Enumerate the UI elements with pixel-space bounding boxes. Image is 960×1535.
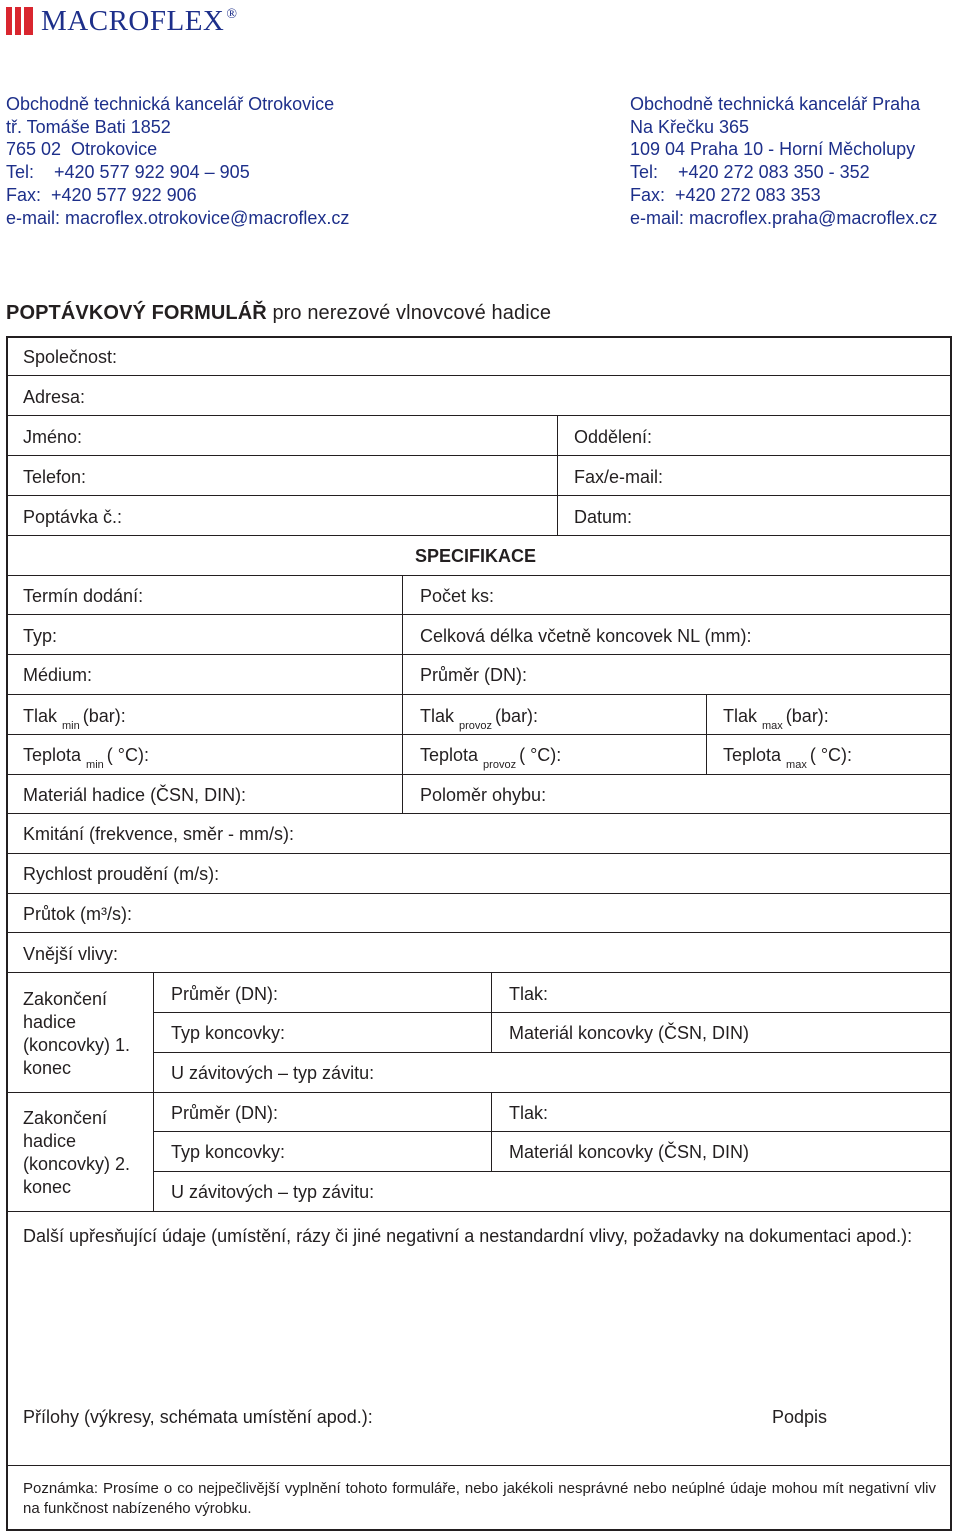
row-divider [6,853,952,854]
office-line: 109 04 Praha 10 - Horní Měcholupy [630,139,916,160]
field-label-temp-min: Teplota $_{min}$ ( °C): [23,745,149,771]
field-label-additional-info: Další upřesňující údaje (umístění, rázy či jiné negativní a nestandardní vlivy, požadavky na dokumentaci apod.): [23,1226,913,1246]
field-label-end2-fitting-material: Materiál koncovky (ČSN, DIN) [509,1142,750,1162]
office-line: Tel: +420 272 083 350 - 352 [630,162,870,183]
col-divider [491,1092,492,1172]
office-line: Tel: +420 577 922 904 – 905 [6,162,250,183]
section-header-specification: SPECIFIKACE [415,546,537,566]
field-label-date: Datum: [574,507,633,527]
row-divider [6,495,952,496]
row-divider [6,455,952,456]
field-label-external: Vnější vlivy: [23,944,119,964]
form-title [6,302,551,325]
form-frame [6,336,952,1531]
field-label-signature: Podpis [772,1407,828,1427]
office-line: Obchodně technická kancelář Praha [630,94,921,114]
office-line: 765 02 Otrokovice [6,139,158,160]
office-line: tř. Tomáše Bati 1852 [6,116,171,137]
field-label-medium: Médium: [23,665,93,685]
office-line: Obchodně technická kancelář Otrokovice [6,94,335,114]
logo-mark-icon [6,7,33,35]
row-divider [6,694,952,695]
field-label-end1-thread: U závitových – typ závitu: [171,1063,375,1083]
field-label-end2-pressure: Tlak: [509,1103,549,1123]
row-divider [6,1092,952,1093]
row-divider [6,734,952,735]
row-divider [6,375,952,376]
row-divider [153,1131,952,1132]
office-praha [630,93,937,229]
col-divider [491,972,492,1052]
col-divider [402,575,403,813]
footer-note: Poznámka: Prosíme o co nejpečlivější vyplnění tohoto formuláře, nebo jakékoli nesprávné nebo neúplné údaje mohou mít negativní vliv na funkčnost nabízeného výrobku. [23,1480,936,1517]
field-label-end2-diameter: Průměr (DN): [171,1103,278,1123]
field-label-hose-material: Materiál hadice (ČSN, DIN): [23,785,247,805]
field-label-pressure-min: Tlak $_{min}$ (bar): [23,706,126,732]
field-label-type: Typ: [23,626,58,646]
row-divider [6,813,952,814]
row-divider [6,893,952,894]
field-label-attachments: Přílohy (výkresy, schémata umístění apod.): [23,1407,373,1427]
row-divider [6,1465,952,1466]
form-title-bold: POPTÁVKOVÝ FORMULÁŘ [6,302,267,324]
brand-logo [6,4,238,38]
field-label-end2-thread: U závitových – typ závitu: [171,1182,375,1202]
field-label-delivery: Termín dodání: [23,586,144,606]
office-line: Fax: +420 577 922 906 [6,184,197,205]
field-label-pressure-max: Tlak $_{max}$ (bar): [723,706,829,732]
field-label-inquiry-no: Poptávka č.: [23,507,123,527]
field-label-department: Oddělení: [574,427,653,447]
field-label-vibration: Kmitání (frekvence, směr - mm/s): [23,824,295,844]
row-divider [6,1211,952,1212]
col-divider [706,694,707,774]
field-label-flow-rate: Průtok (m³/s): [23,904,133,924]
field-label-quantity: Počet ks: [420,586,495,606]
row-divider [153,1171,952,1172]
brand-name: MACROFLEX ® [41,4,238,37]
field-label-pressure-operating: Tlak $_{provoz}$ (bar): [420,706,539,732]
row-divider [6,654,952,655]
office-line: Na Křečku 365 [630,116,750,137]
row-divider [6,932,952,933]
office-line: Fax: +420 272 083 353 [630,184,821,205]
office-email: e-mail: macroflex.otrokovice@macroflex.cz [6,207,350,228]
field-label-end1-fitting-material: Materiál koncovky (ČSN, DIN) [509,1023,750,1043]
field-label-fax-email: Fax/e-mail: [574,467,664,487]
row-divider [153,1012,952,1013]
field-label-end2-fitting-type: Typ koncovky: [171,1142,286,1162]
field-label-bend-radius: Poloměr ohybu: [420,785,547,805]
field-label-temp-operating: Teplota $_{provoz}$ ( °C): [420,745,562,771]
field-label-end1-fitting-type: Typ koncovky: [171,1023,286,1043]
row-divider [6,774,952,775]
col-divider [557,415,558,535]
field-label-temp-max: Teplota $_{max}$ ( °C): [723,745,853,771]
office-email: e-mail: macroflex.praha@macroflex.cz [630,207,938,228]
field-label-end1-diameter: Průměr (DN): [171,984,278,1004]
field-label-phone: Telefon: [23,467,87,487]
field-label-end1-pressure: Tlak: [509,984,549,1004]
form-title-rest: pro nerezové vlnovcové hadice [266,302,552,324]
office-otrokovice [6,93,349,229]
field-label-end-1: Zakončení hadice (koncovky) 1. konec [23,989,131,1078]
col-divider [153,972,154,1211]
field-label-end-2: Zakončení hadice (koncovky) 2. konec [23,1108,131,1197]
row-divider [6,535,952,536]
row-divider [6,575,952,576]
field-label-diameter: Průměr (DN): [420,665,527,685]
field-label-flow-speed: Rychlost proudění (m/s): [23,864,220,884]
row-divider [153,1052,952,1053]
field-label-company: Společnost: [23,347,118,367]
row-divider [6,614,952,615]
field-label-address: Adresa: [23,387,86,407]
field-label-length: Celková délka včetně koncovek NL (mm): [420,626,752,646]
row-divider [6,972,952,973]
field-label-name: Jméno: [23,427,83,447]
row-divider [6,415,952,416]
